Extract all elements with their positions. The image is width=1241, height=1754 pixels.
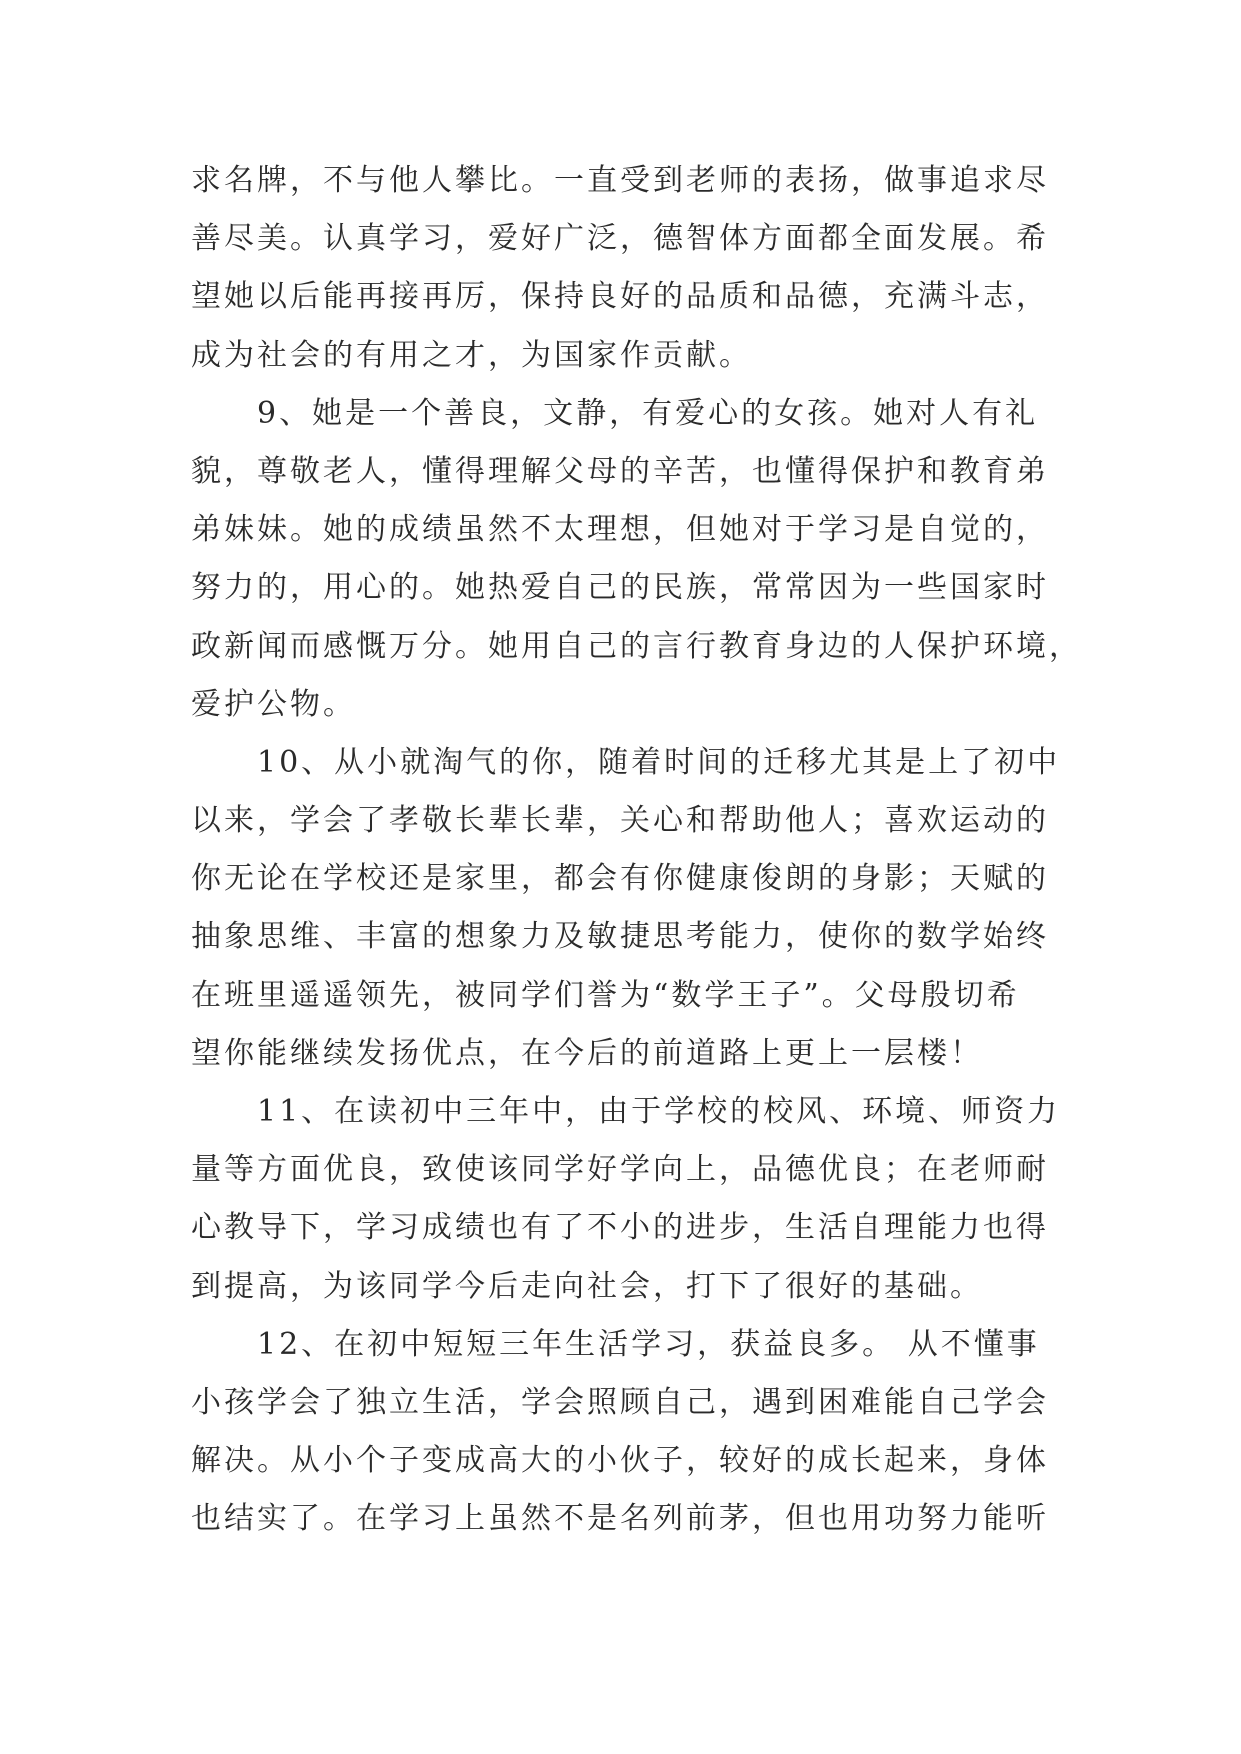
text-line: 望她以后能再接再厉，保持良好的品质和品德，充满斗志， bbox=[191, 279, 1049, 315]
document-body bbox=[191, 152, 1082, 1549]
text-line: 以来，学会了孝敬长辈长辈，关心和帮助他人；喜欢运动的 bbox=[191, 803, 1049, 839]
paragraph-12-first-line: 12、在初中短短三年生活学习，获益良多。 从不懂事 bbox=[257, 1326, 1040, 1362]
text-line: 小孩学会了独立生活，学会照顾自己，遇到困难能自己学会 bbox=[191, 1384, 1049, 1420]
text-line: 也结实了。在学习上虽然不是名列前茅，但也用功努力能听 bbox=[191, 1501, 1049, 1537]
text-line: 到提高，为该同学今后走向社会，打下了很好的基础。 bbox=[191, 1268, 983, 1304]
text-line: 量等方面优良，致使该同学好学向上，品德优良；在老师耐 bbox=[191, 1152, 1049, 1188]
text-line: 爱护公物。 bbox=[191, 686, 356, 722]
text-line: 政新闻而感慨万分。她用自己的言行教育身边的人保护环境， bbox=[191, 628, 1082, 664]
text-line: 解决。从小个子变成高大的小伙子，较好的成长起来，身体 bbox=[191, 1443, 1049, 1479]
text-line: 善尽美。认真学习，爱好广泛，德智体方面都全面发展。希 bbox=[191, 221, 1049, 257]
text-line: 貌，尊敬老人，懂得理解父母的辛苦，也懂得保护和教育弟 bbox=[191, 453, 1049, 489]
paragraph-9-first-line: 9、她是一个善良，文静，有爱心的女孩。她对人有礼 bbox=[257, 395, 1039, 431]
paragraph-10-first-line: 10、从小就淘气的你，随着时间的迁移尤其是上了初中 bbox=[257, 744, 1061, 780]
text-line: 弟妹妹。她的成绩虽然不太理想，但她对于学习是自觉的， bbox=[191, 512, 1049, 548]
text-line: 你无论在学校还是家里，都会有你健康俊朗的身影；天赋的 bbox=[191, 861, 1049, 897]
text-line: 在班里遥遥领先，被同学们誉为“数学王子”。父母殷切希 bbox=[191, 977, 1020, 1013]
text-line: 抽象思维、丰富的想象力及敏捷思考能力，使你的数学始终 bbox=[191, 919, 1049, 955]
text-line: 努力的，用心的。她热爱自己的民族，常常因为一些国家时 bbox=[191, 570, 1049, 606]
text-line: 求名牌，不与他人攀比。一直受到老师的表扬，做事追求尽 bbox=[191, 163, 1049, 198]
text-line: 心教导下，学习成绩也有了不小的进步，生活自理能力也得 bbox=[191, 1210, 1049, 1246]
text-line: 成为社会的有用之才，为国家作贡献。 bbox=[191, 337, 752, 373]
text-line: 望你能继续发扬优点，在今后的前道路上更上一层楼！ bbox=[191, 1035, 983, 1071]
paragraph-11-first-line: 11、在读初中三年中，由于学校的校风、环境、师资力 bbox=[257, 1094, 1061, 1129]
